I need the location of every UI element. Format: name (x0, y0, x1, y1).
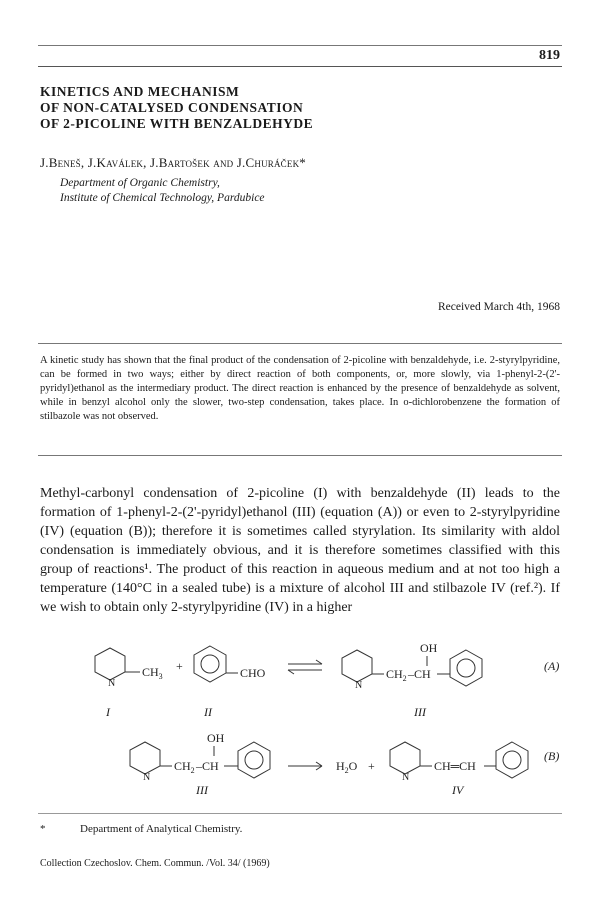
svg-text:–CH: –CH (408, 667, 431, 681)
title-line: KINETICS AND MECHANISM (40, 84, 240, 99)
benzene-ring (496, 742, 528, 778)
reaction-scheme (0, 628, 600, 828)
aldehyde-group: CHO (240, 666, 266, 680)
footnote-rule (38, 813, 562, 814)
equation-label-b: (B) (544, 749, 560, 763)
benzene-ring (450, 650, 482, 686)
methylene-group: CH (174, 759, 191, 773)
nitrogen-label: N (108, 678, 116, 689)
abstract-text: A kinetic study has shown that the final product of the condensation of 2-picoline with benzaldehyde, i.e. 2-styrylpyridine, can be formed in two ways; either by direct reaction of both components, or, more slowly, via 1-phenyl-2-(2'-pyridyl)ethanol as the intermediary product. The direct reaction is enhanced by the presence of benzaldehyde as solvent, while in benzyl alcohol only the slower, two-step condensation, takes place. In o-dichlorobenzene the formation of stilbazole was not observed. (40, 355, 560, 422)
article-title (40, 84, 313, 132)
pyridine-ring (95, 648, 125, 680)
benzene-ring (194, 646, 226, 682)
footnote (40, 823, 242, 835)
affiliation (60, 176, 265, 206)
abstract (40, 354, 560, 424)
hydroxyl-group: OH (420, 641, 438, 655)
top-rule (38, 45, 562, 46)
journal-citation: Collection Czechoslov. Chem. Commun. /Vol. 34/ (1969) (40, 858, 270, 869)
compound-label-iv: IV (452, 783, 464, 797)
body-paragraph: Methyl-carbonyl condensation of 2-picoline (I) with benzaldehyde (II) leads to the formation of 1-phenyl-2-(2'-pyridyl)ethanol (III) (equation (A)) or even to 2-styrylpyridine (IV) (equation (B)); therefore it is sometimes called styrylation. Its similarity with aldol condensation is immediately obvious, and it is therefore sometimes classified with this group of reactions¹. The product of this reaction in aqueous medium and at not too high a temperature (140°C in a sealed tube) is a mixture of alcohol III and stilbazole IV (ref.²). If we wish to obtain only 2-styrylpyridine (IV) in a higher (40, 486, 560, 615)
footnote-mark: * (40, 823, 46, 835)
water-product: H (336, 759, 345, 773)
svg-text:CH2: $CH_2$ (386, 667, 407, 683)
svg-text:CH2: $CH_2$ (174, 759, 195, 775)
compound-label-ii: II (204, 705, 212, 719)
compound-label-iii: III (196, 783, 208, 797)
title-line: OF NON-CATALYSED CONDENSATION (40, 100, 304, 115)
pyridine-ring (390, 742, 420, 774)
header-rule (38, 66, 562, 67)
body-text (40, 484, 560, 617)
methylene-group: CH (386, 667, 403, 681)
methine-group: CH (202, 759, 219, 773)
svg-text:H2O: $H_2O$ (336, 759, 358, 775)
affiliation-line: Institute of Chemical Technology, Pardubice (60, 192, 265, 204)
hydroxyl-group: OH (207, 731, 225, 745)
abstract-top-rule (38, 343, 562, 344)
plus-sign: + (368, 759, 375, 773)
nitrogen-label: N (143, 772, 151, 783)
nitrogen-label: N (402, 772, 410, 783)
footnote-text: Department of Analytical Chemistry. (80, 823, 243, 835)
page-number: 819 (539, 48, 560, 63)
authors: J.Beneš, J.Kaválek, J.Bartošek and J.Churáček* (40, 155, 306, 170)
affiliation-line: Department of Organic Chemistry, (60, 177, 220, 189)
svg-text:CH3: $CH_3$ (142, 665, 163, 681)
pyridine-ring (130, 742, 160, 774)
methine-group: CH (414, 667, 431, 681)
title-line: OF 2-PICOLINE WITH BENZALDEHYDE (40, 116, 314, 131)
plus-sign: + (176, 659, 183, 673)
nitrogen-label: N (355, 680, 363, 691)
abstract-bottom-rule (38, 455, 562, 456)
benzene-ring (238, 742, 270, 778)
methyl-group: CH (142, 665, 159, 679)
compound-label-iii: III (414, 705, 426, 719)
vinylene-group: CH═CH (434, 759, 476, 773)
equation-label-a: (A) (544, 659, 560, 673)
svg-text:–CH: –CH (196, 759, 219, 773)
pyridine-ring (342, 650, 372, 682)
compound-label-i: I (106, 705, 110, 719)
received-date: Received March 4th, 1968 (438, 301, 560, 313)
